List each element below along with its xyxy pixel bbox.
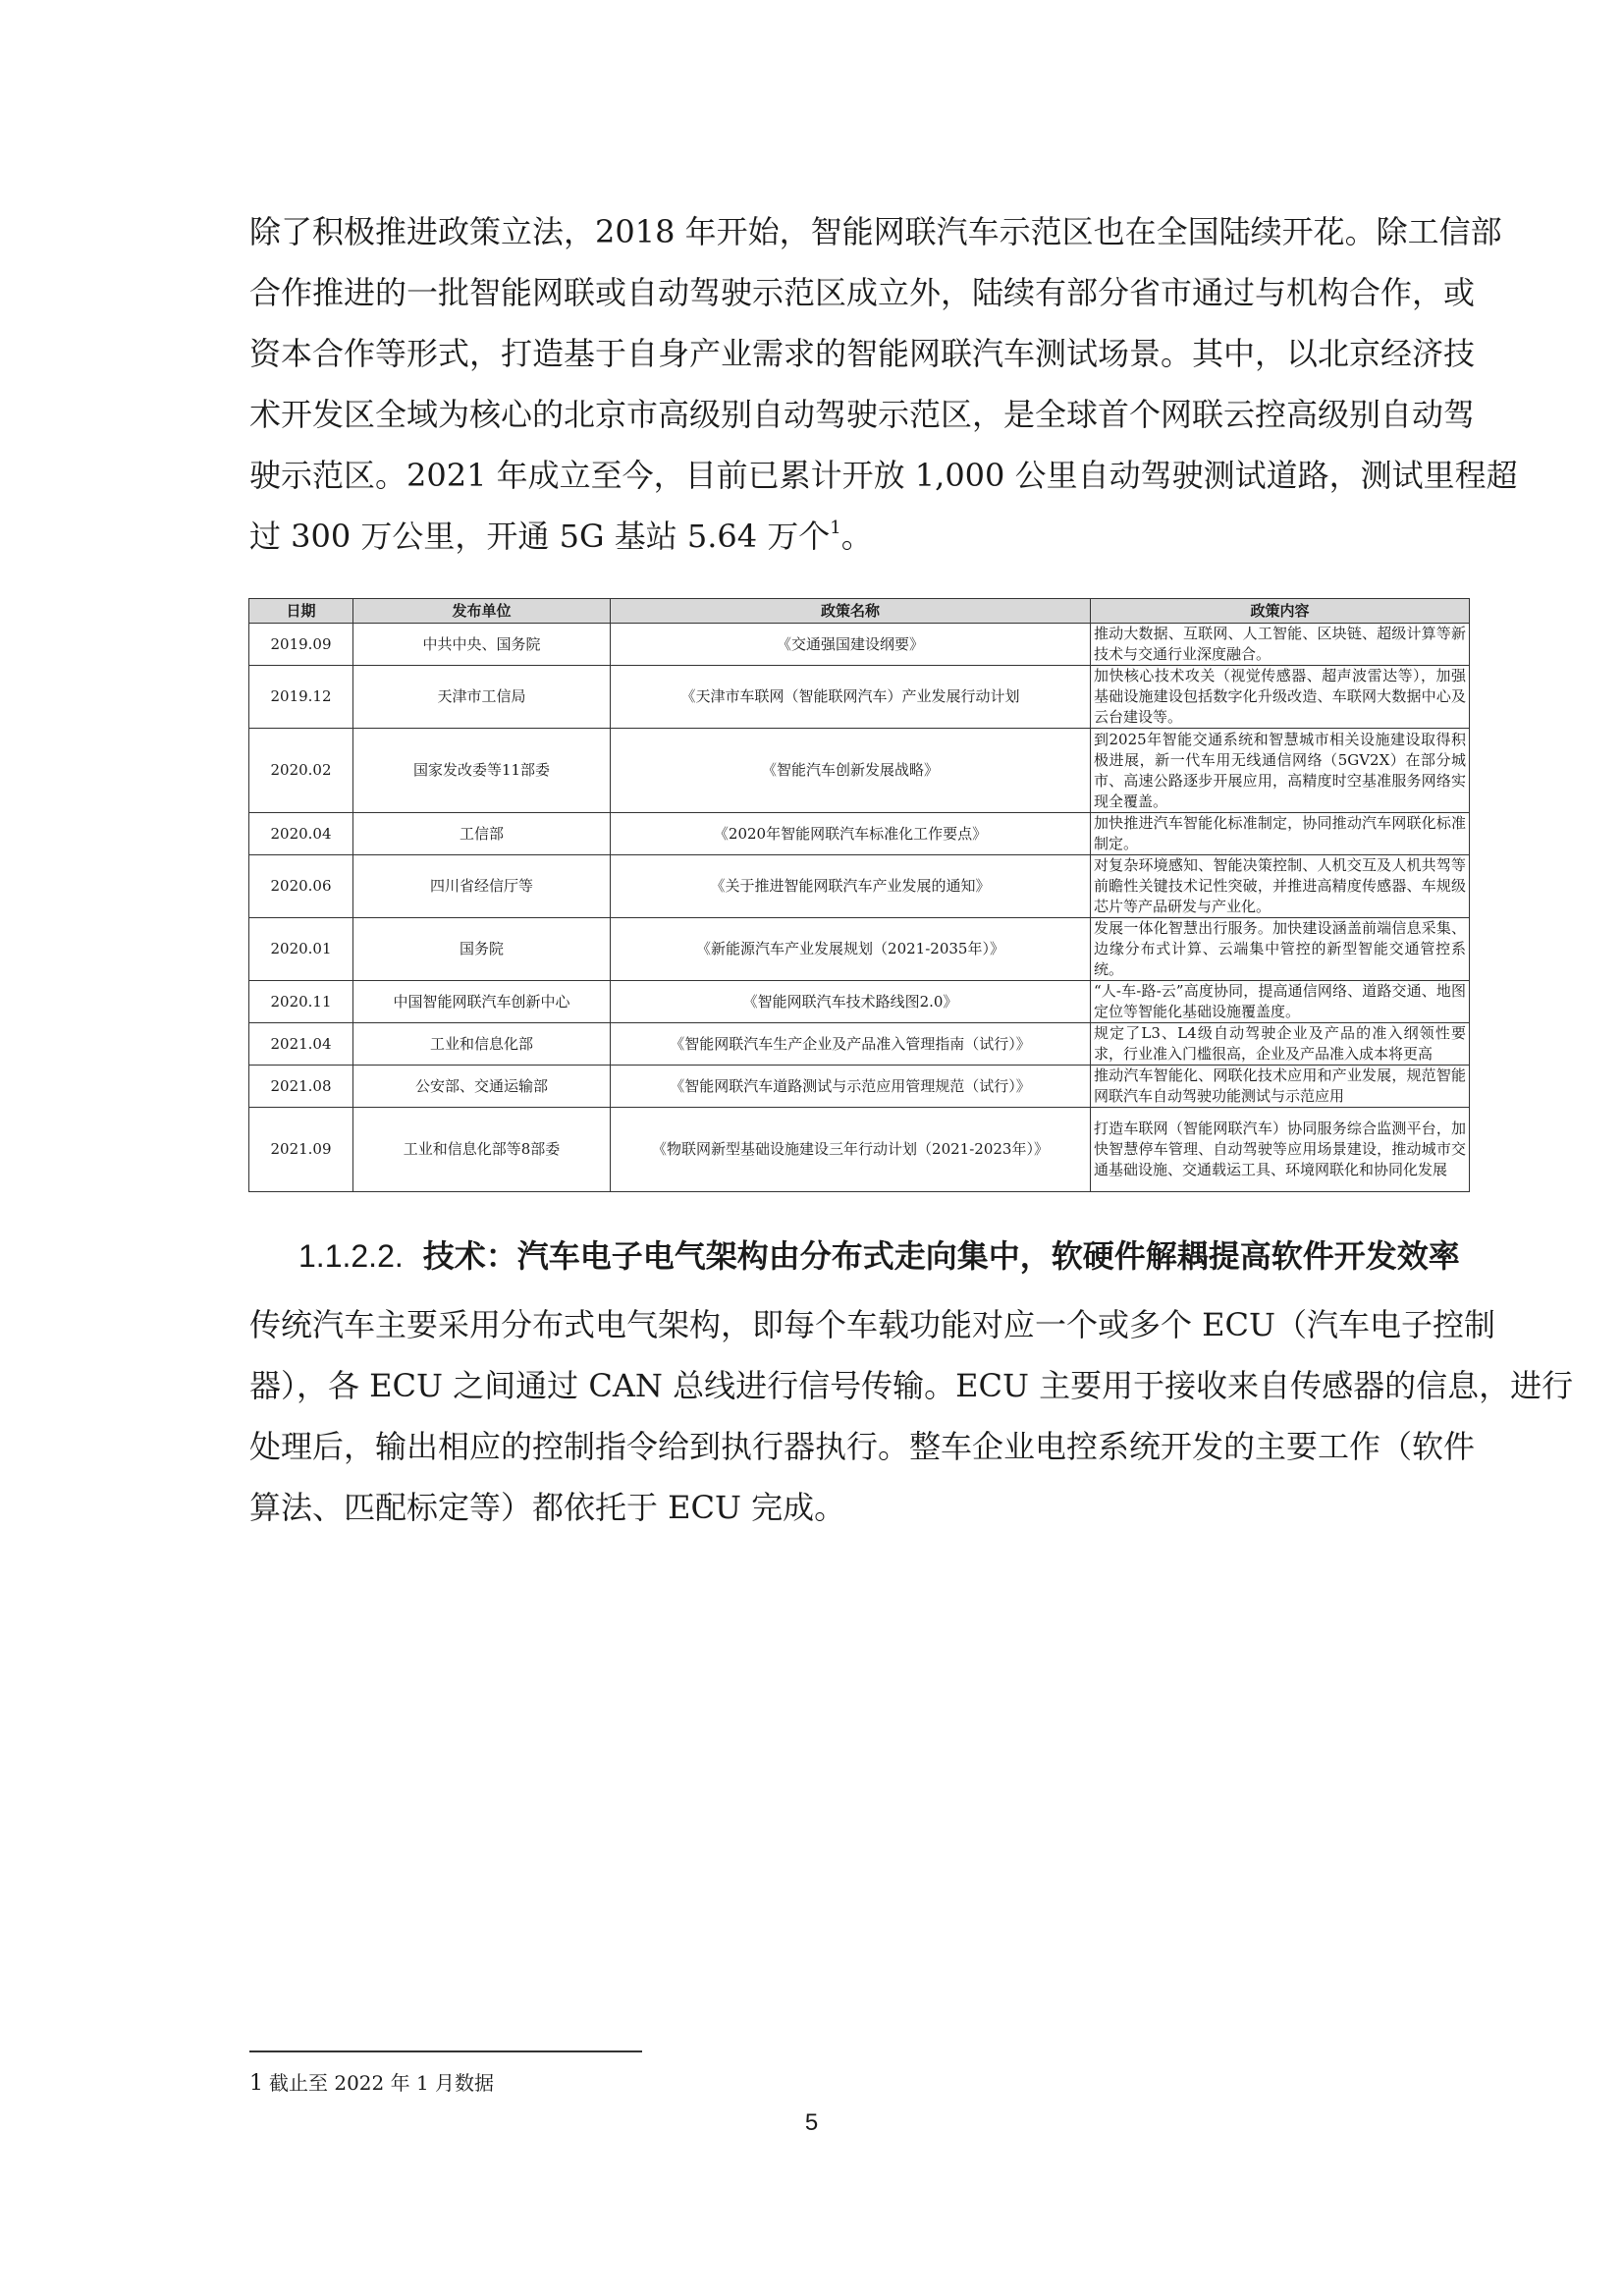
header-content: 政策内容	[1091, 599, 1470, 624]
cell-issuer: 公安部、交通运输部	[353, 1066, 611, 1108]
cell-policy: 《物联网新型基础设施建设三年行动计划（2021-2023年）》	[611, 1108, 1091, 1192]
intro-line: 合作推进的一批智能网联或自动驾驶示范区成立外，陆续有部分省市通过与机构合作，或	[249, 274, 1476, 311]
cell-content: “人-车-路-云”高度协同，提高通信网络、道路交通、地图定位等智能化基础设施覆盖度。	[1091, 981, 1470, 1023]
cell-issuer: 工信部	[353, 813, 611, 855]
cell-issuer: 天津市工信局	[353, 666, 611, 729]
body-line: 器），各 ECU 之间通过 CAN 总线进行信号传输。ECU 主要用于接收来自传感器的信息，进行	[249, 1367, 1574, 1404]
footnote-text: 截止至 2022 年 1 月数据	[269, 2071, 495, 2095]
table-row	[249, 855, 1470, 918]
cell-date: 2019.09	[249, 624, 353, 666]
cell-date: 2020.04	[249, 813, 353, 855]
intro-paragraph	[249, 201, 1518, 567]
footnote-divider	[249, 2050, 642, 2052]
cell-content: 到2025年智能交通系统和智慧城市相关设施建设取得积极进展，新一代车用无线通信网络（5GV2X）在部分城市、高速公路逐步开展应用，高精度时空基准服务网络实现全覆盖。	[1091, 729, 1470, 813]
cell-date: 2021.08	[249, 1066, 353, 1108]
table-row	[249, 1066, 1470, 1108]
policy-table	[248, 598, 1470, 1192]
cell-content: 加快核心技术攻关（视觉传感器、超声波雷达等），加强基础设施建设包括数字化升级改造、车联网大数据中心及云台建设等。	[1091, 666, 1470, 729]
cell-date: 2021.04	[249, 1023, 353, 1066]
cell-issuer: 中国智能网联汽车创新中心	[353, 981, 611, 1023]
header-issuer: 发布单位	[353, 599, 611, 624]
cell-policy: 《天津市车联网（智能联网汽车）产业发展行动计划	[611, 666, 1091, 729]
cell-policy: 《交通强国建设纲要》	[611, 624, 1091, 666]
intro-line: 术开发区全域为核心的北京市高级别自动驾驶示范区，是全球首个网联云控高级别自动驾	[249, 396, 1476, 433]
cell-content: 打造车联网（智能网联汽车）协同服务综合监测平台，加快智慧停车管理、自动驾驶等应用场景建设，推动城市交通基础设施、交通载运工具、环境网联化和协同化发展	[1091, 1108, 1470, 1192]
body-last-line: 算法、匹配标定等）都依托于 ECU 完成。	[249, 1489, 846, 1526]
cell-date: 2019.12	[249, 666, 353, 729]
table-row	[249, 729, 1470, 813]
cell-policy: 《新能源汽车产业发展规划（2021-2035年）》	[611, 918, 1091, 981]
cell-issuer: 四川省经信厅等	[353, 855, 611, 918]
cell-policy: 《智能网联汽车技术路线图2.0》	[611, 981, 1091, 1023]
section-number: 1.1.2.2.	[298, 1238, 404, 1274]
section-title: 技术：汽车电子电气架构由分布式走向集中，软硬件解耦提高软件开发效率	[422, 1237, 1460, 1275]
intro-line: 资本合作等形式，打造基于自身产业需求的智能网联汽车测试场景。其中，以北京经济技	[249, 335, 1476, 372]
body-line: 传统汽车主要采用分布式电气架构，即每个车载功能对应一个或多个 ECU（汽车电子控制	[249, 1306, 1495, 1343]
table-row	[249, 918, 1470, 981]
cell-issuer: 工业和信息化部	[353, 1023, 611, 1066]
table-row	[249, 1108, 1470, 1192]
cell-policy: 《智能网联汽车生产企业及产品准入管理指南（试行）》	[611, 1023, 1091, 1066]
table-row	[249, 813, 1470, 855]
cell-policy: 《2020年智能网联汽车标准化工作要点》	[611, 813, 1091, 855]
table-row	[249, 981, 1470, 1023]
cell-issuer: 工业和信息化部等8部委	[353, 1108, 611, 1192]
cell-issuer: 国家发改委等11部委	[353, 729, 611, 813]
cell-date: 2020.11	[249, 981, 353, 1023]
footnote	[249, 2069, 494, 2098]
cell-date: 2020.01	[249, 918, 353, 981]
table-header-row	[249, 599, 1470, 624]
intro-line: 除了积极推进政策立法，2018 年开始，智能网联汽车示范区也在全国陆续开花。除工信部	[249, 213, 1502, 250]
cell-date: 2021.09	[249, 1108, 353, 1192]
page-number: 5	[804, 2109, 819, 2136]
table-row	[249, 666, 1470, 729]
intro-line: 驶示范区。2021 年成立至今，目前已累计开放 1,000 公里自动驾驶测试道路，测试里程超	[249, 457, 1518, 494]
cell-issuer: 中共中央、国务院	[353, 624, 611, 666]
cell-content: 发展一体化智慧出行服务。加快建设涵盖前端信息采集、边缘分布式计算、云端集中管控的新型智能交通管控系统。	[1091, 918, 1470, 981]
cell-content: 加快推进汽车智能化标准制定，协同推动汽车网联化标准制定。	[1091, 813, 1470, 855]
cell-content: 推动大数据、互联网、人工智能、区块链、超级计算等新技术与交通行业深度融合。	[1091, 624, 1470, 666]
footnote-ref[interactable]: 1	[830, 518, 841, 538]
cell-date: 2020.06	[249, 855, 353, 918]
cell-policy: 《智能网联汽车道路测试与示范应用管理规范（试行）》	[611, 1066, 1091, 1108]
body-paragraph	[249, 1294, 1574, 1538]
cell-issuer: 国务院	[353, 918, 611, 981]
header-date: 日期	[249, 599, 353, 624]
cell-policy: 《智能汽车创新发展战略》	[611, 729, 1091, 813]
header-policy: 政策名称	[611, 599, 1091, 624]
footnote-mark: 1	[249, 2071, 263, 2096]
cell-content: 对复杂环境感知、智能决策控制、人机交互及人机共驾等前瞻性关键技术记性突破，并推进高精度传感器、车规级芯片等产品研发与产业化。	[1091, 855, 1470, 918]
cell-content: 推动汽车智能化、网联化技术应用和产业发展，规范智能网联汽车自动驾驶功能测试与示范应用	[1091, 1066, 1470, 1108]
cell-date: 2020.02	[249, 729, 353, 813]
table-row	[249, 1023, 1470, 1066]
body-line: 处理后，输出相应的控制指令给到执行器执行。整车企业电控系统开发的主要工作（软件	[249, 1428, 1476, 1465]
cell-content: 规定了L3、L4级自动驾驶企业及产品的准入纲领性要求，行业准入门槛很高，企业及产品准入成本将更高	[1091, 1023, 1470, 1066]
section-heading	[298, 1226, 1460, 1286]
table-row	[249, 624, 1470, 666]
intro-last-line: 过 300 万公里，开通 5G 基站 5.64 万个$^1$。	[249, 518, 873, 555]
cell-policy: 《关于推进智能网联汽车产业发展的通知》	[611, 855, 1091, 918]
